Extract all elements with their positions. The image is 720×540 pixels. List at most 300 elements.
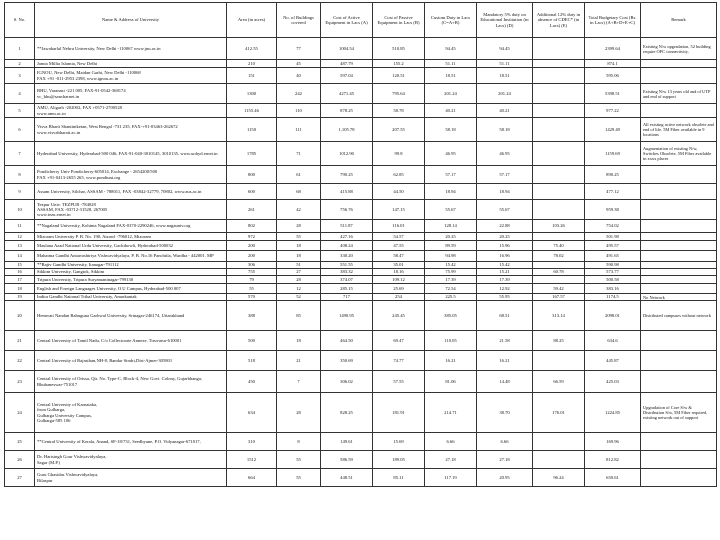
row-custom-duty: 89.59 <box>425 241 477 251</box>
row-custom-duty: 40.21 <box>425 104 477 118</box>
row-remark <box>641 262 717 269</box>
row-cost-active: 408.24 <box>321 241 373 251</box>
row-sno: 20 <box>5 301 35 331</box>
row-buildings: 27 <box>277 269 321 276</box>
row-mandatory-duty: 15.21 <box>477 269 533 276</box>
row-additional-duty: 78.02 <box>533 251 585 262</box>
row-sno: 14 <box>5 251 35 262</box>
row-additional-duty <box>533 84 585 104</box>
row-area: 570 <box>227 294 277 301</box>
row-buildings: 28 <box>277 393 321 433</box>
header-row <box>5 3 717 38</box>
row-mandatory-duty: 38.70 <box>477 393 533 433</box>
row-cost-active: 717 <box>321 294 373 301</box>
row-cost-passive: 18.16 <box>373 269 425 276</box>
row-buildings: 242 <box>277 84 321 104</box>
row-buildings: 7 <box>277 371 321 393</box>
row-sno: 23 <box>5 371 35 393</box>
row-sno: 22 <box>5 351 35 371</box>
row-university-name: Mahatma Gandhi Antarrashtriya Vishwavidyalaya, P. B. No.16 Panchtila, Wardha - 442001, MP <box>35 251 227 262</box>
row-sno: 9 <box>5 184 35 200</box>
row-additional-duty <box>533 351 585 371</box>
table-row <box>5 371 717 393</box>
row-area: 1300 <box>227 84 277 104</box>
table-row <box>5 276 717 284</box>
row-cost-passive: 155.2 <box>373 60 425 68</box>
row-buildings: 21 <box>277 351 321 371</box>
row-total-cost: 2098.01 <box>585 301 641 331</box>
table-row <box>5 84 717 104</box>
table-row <box>5 68 717 84</box>
row-additional-duty: 60.78 <box>533 269 585 276</box>
row-cost-active: 464.50 <box>321 331 373 351</box>
row-remark <box>641 276 717 284</box>
row-remark <box>641 451 717 469</box>
row-area: 972 <box>227 233 277 241</box>
row-additional-duty <box>533 233 585 241</box>
row-cost-passive: 69.47 <box>373 331 425 351</box>
row-additional-duty <box>533 276 585 284</box>
row-custom-duty: 128.14 <box>425 220 477 233</box>
header-area: Area (in acres) <box>227 3 277 38</box>
table-row <box>5 301 717 331</box>
row-mandatory-duty: 15.96 <box>477 241 533 251</box>
table-body <box>5 38 717 487</box>
row-custom-duty: 6.66 <box>425 433 477 451</box>
row-remark <box>641 68 717 84</box>
row-buildings: 40 <box>277 68 321 84</box>
row-sno: 6 <box>5 118 35 142</box>
row-total-cost: 495.57 <box>585 241 641 251</box>
row-cost-passive: 181.91 <box>373 393 425 433</box>
row-cost-passive: 109.12 <box>373 276 425 284</box>
row-area: 1155.46 <box>227 104 277 118</box>
header-mandatory-duty: Mandatory 5% duty on Educational Institution (in Lacs) (D) <box>477 3 533 38</box>
row-area: 1785 <box>227 142 277 166</box>
row-buildings: 110 <box>277 104 321 118</box>
row-university-name: Jamia Millia Islamia, New Delhi <box>35 60 227 68</box>
table-row <box>5 104 717 118</box>
row-total-cost: 425.03 <box>585 371 641 393</box>
row-area: 310 <box>227 433 277 451</box>
table-row <box>5 393 717 433</box>
row-cost-passive: 207.55 <box>373 118 425 142</box>
row-additional-duty: 96.24 <box>533 469 585 487</box>
header-cost-passive: Cost of Passive Equipment in Lacs (B) <box>373 3 425 38</box>
row-buildings: 68 <box>277 184 321 200</box>
table-row <box>5 241 717 251</box>
row-cost-passive: 245.45 <box>373 301 425 331</box>
row-sno: 18 <box>5 284 35 294</box>
table-row <box>5 294 717 301</box>
table-row <box>5 38 717 60</box>
row-area: 261 <box>227 200 277 220</box>
table-row <box>5 331 717 351</box>
row-university-name: Sikkim University, Gangtok, Sikkim <box>35 269 227 276</box>
row-sno: 19 <box>5 294 35 301</box>
header-buildings: No. of Buildings covered <box>277 3 321 38</box>
row-university-name: Hyderabad University, Hyderabad-500 046, FAX-91-040-3010145, 3010135, www.uohyd.ernet.in <box>35 142 227 166</box>
row-mandatory-duty: 14.48 <box>477 371 533 393</box>
row-additional-duty <box>533 118 585 142</box>
row-total-cost: 1159.69 <box>585 142 641 166</box>
row-cost-active: 374.07 <box>321 276 373 284</box>
row-buildings: 51 <box>277 262 321 269</box>
row-cost-passive: 116.01 <box>373 220 425 233</box>
row-cost-passive: 54.57 <box>373 233 425 241</box>
row-area: 1512 <box>227 451 277 469</box>
row-sno: 8 <box>5 166 35 184</box>
row-sno: 17 <box>5 276 35 284</box>
row-remark <box>641 184 717 200</box>
row-sno: 10 <box>5 200 35 220</box>
row-sno: 4 <box>5 84 35 104</box>
row-cost-passive: 74.77 <box>373 351 425 371</box>
row-mandatory-duty: 58.18 <box>477 118 533 142</box>
row-cost-active: 149.61 <box>321 433 373 451</box>
row-mandatory-duty: 57.17 <box>477 166 533 184</box>
row-buildings: 52 <box>277 294 321 301</box>
row-remark: Upgradation of Core S/w & Distribution S/w, 5M Fiber required, existing network out of support <box>641 393 717 433</box>
row-mandatory-duty: 12.92 <box>477 284 533 294</box>
row-cost-passive: 254 <box>373 294 425 301</box>
row-cost-passive: 35.01 <box>373 262 425 269</box>
row-total-cost: 595.06 <box>585 68 641 84</box>
row-buildings: 55 <box>277 451 321 469</box>
row-cost-passive: 147.15 <box>373 200 425 220</box>
row-additional-duty: 103.26 <box>533 220 585 233</box>
row-area: 388 <box>227 301 277 331</box>
table-row <box>5 118 717 142</box>
row-additional-duty <box>533 104 585 118</box>
row-total-cost: 445.87 <box>585 351 641 371</box>
row-mandatory-duty: 16.21 <box>477 351 533 371</box>
row-sno: 27 <box>5 469 35 487</box>
row-remark: Existing N/w 13 years old and of UTP and end of support <box>641 84 717 104</box>
row-cost-active: 350.69 <box>321 351 373 371</box>
row-total-cost: 634.6 <box>585 331 641 351</box>
row-cost-passive: 795.64 <box>373 84 425 104</box>
row-area: 664 <box>227 469 277 487</box>
row-remark <box>641 220 717 233</box>
row-university-name: Central University of Tamil Nadu, C/o Collectorate Annexe, Tiruvarur-610001 <box>35 331 227 351</box>
row-cost-active: 306.02 <box>321 371 373 393</box>
row-custom-duty: 18.94 <box>425 184 477 200</box>
row-area: 200 <box>227 251 277 262</box>
row-university-name: Assam University, Silchar, ASSAM - 788011, FAX -03842-32779, 70802, www.aus.ac.in <box>35 184 227 200</box>
row-university-name: Guru Ghasidas Vishwavidyalaya, Bilaspur <box>35 469 227 487</box>
row-total-cost: 169.96 <box>585 433 641 451</box>
table-row <box>5 184 717 200</box>
row-area: 151 <box>227 68 277 84</box>
row-buildings: 61 <box>277 166 321 184</box>
row-buildings: 42 <box>277 200 321 220</box>
row-sno: 21 <box>5 331 35 351</box>
row-total-cost: 977.22 <box>585 104 641 118</box>
table-row <box>5 433 717 451</box>
row-custom-duty: 51.11 <box>425 60 477 68</box>
row-mandatory-duty: 27.18 <box>477 451 533 469</box>
row-cost-active: 1012.90 <box>321 142 373 166</box>
row-custom-duty: 46.95 <box>425 142 477 166</box>
row-sno: 7 <box>5 142 35 166</box>
row-area: 802 <box>227 220 277 233</box>
row-remark <box>641 200 717 220</box>
row-cost-active: 4271.45 <box>321 84 373 104</box>
row-cost-active: 1004.54 <box>321 38 373 60</box>
row-university-name: Tezpur Univ. TEZPUR -784028 ASSAM, FAX -03712-31528, 267005 www.tezu.ernet.in <box>35 200 227 220</box>
row-additional-duty <box>533 60 585 68</box>
row-custom-duty: 214.71 <box>425 393 477 433</box>
row-remark <box>641 166 717 184</box>
row-additional-duty <box>533 433 585 451</box>
table-row <box>5 351 717 371</box>
row-additional-duty: 176.01 <box>533 393 585 433</box>
row-remark <box>641 351 717 371</box>
row-remark <box>641 241 717 251</box>
row-sno: 24 <box>5 393 35 433</box>
row-remark: No Network <box>641 294 717 301</box>
table-row <box>5 469 717 487</box>
row-cost-passive: 47.55 <box>373 241 425 251</box>
row-mandatory-duty: 68.51 <box>477 301 533 331</box>
row-area: 450 <box>227 371 277 393</box>
row-mandatory-duty: 20.95 <box>477 469 533 487</box>
row-mandatory-duty: 15.42 <box>477 262 533 269</box>
row-additional-duty: 75.40 <box>533 241 585 251</box>
row-total-cost: 890.25 <box>585 166 641 184</box>
row-university-name: Hemwati Nandan Bahuguna Garhwal University, Srinagar-246174, Uttarakhand <box>35 301 227 331</box>
row-custom-duty: 15.42 <box>425 262 477 269</box>
row-area: 600 <box>227 184 277 200</box>
table-row <box>5 220 717 233</box>
table-row <box>5 233 717 241</box>
row-remark <box>641 251 717 262</box>
row-cost-active: 1,105.78 <box>321 118 373 142</box>
row-additional-duty: 313.14 <box>533 301 585 331</box>
row-cost-passive: 510.85 <box>373 38 425 60</box>
row-custom-duty: 110.05 <box>425 331 477 351</box>
row-sno: 12 <box>5 233 35 241</box>
row-area: 1150 <box>227 118 277 142</box>
row-buildings: 18 <box>277 251 321 262</box>
row-buildings: 28 <box>277 276 321 284</box>
row-cost-passive: 15.69 <box>373 433 425 451</box>
row-cost-passive: 120.51 <box>373 68 425 84</box>
row-area: 210 <box>227 60 277 68</box>
row-total-cost: 477.12 <box>585 184 641 200</box>
row-buildings: 55 <box>277 469 321 487</box>
row-sno: 5 <box>5 104 35 118</box>
row-sno: 16 <box>5 269 35 276</box>
row-cost-active: 828.25 <box>321 393 373 433</box>
row-university-name: **Nagaland University, Kohima Nagaland FAX-0370-2290246, www.nagauniv.org <box>35 220 227 233</box>
row-mandatory-duty: 94.45 <box>477 38 533 60</box>
row-total-cost: 1174.5 <box>585 294 641 301</box>
row-custom-duty: 58.18 <box>425 118 477 142</box>
row-additional-duty: 88.25 <box>533 331 585 351</box>
row-sno: 2 <box>5 60 35 68</box>
row-mandatory-duty: 6.66 <box>477 433 533 451</box>
row-university-name: Central University of Rajasthan,NH-8, Bandar Sindri,Dist-Ajmer-305801 <box>35 351 227 371</box>
row-cost-passive: 189.05 <box>373 451 425 469</box>
row-sno: 3 <box>5 68 35 84</box>
row-area: 55 <box>227 284 277 294</box>
row-total-cost: 5398.51 <box>585 84 641 104</box>
row-university-name: Mizoram University P. B. No. 190, Aizawl -796012, Mizoram <box>35 233 227 241</box>
row-cost-passive: 58.78 <box>373 104 425 118</box>
university-budget-table <box>4 2 717 487</box>
row-mandatory-duty: 16.96 <box>477 251 533 262</box>
table-row <box>5 251 717 262</box>
row-buildings: 18 <box>277 331 321 351</box>
row-mandatory-duty: 17.39 <box>477 276 533 284</box>
table-row <box>5 262 717 269</box>
row-remark <box>641 469 717 487</box>
row-buildings: 12 <box>277 284 321 294</box>
row-area: 79 <box>227 276 277 284</box>
row-custom-duty: 201.24 <box>425 84 477 104</box>
row-remark <box>641 433 717 451</box>
row-buildings: 55 <box>277 233 321 241</box>
header-remark: Remark <box>641 3 717 38</box>
row-buildings: 45 <box>277 60 321 68</box>
row-buildings: 71 <box>277 142 321 166</box>
row-remark: Augmentation of existing N/w, Switches Obsolete, 5M Fiber available in xxxx places <box>641 142 717 166</box>
row-cost-passive: 57.55 <box>373 371 425 393</box>
row-cost-passive: 58.47 <box>373 251 425 262</box>
row-mandatory-duty: 51.11 <box>477 60 533 68</box>
row-remark <box>641 104 717 118</box>
table-row <box>5 166 717 184</box>
row-sno: 1 <box>5 38 35 60</box>
row-total-cost: 491.65 <box>585 251 641 262</box>
row-university-name: Pondicherry Univ Pondicherry-605014, Exchange - 2654200/500 FAX +91-0413-2655 265, www.pondiuni.org <box>35 166 227 184</box>
row-cost-active: 487.79 <box>321 60 373 68</box>
row-total-cost: 1429.49 <box>585 118 641 142</box>
table-row <box>5 451 717 469</box>
row-university-name: Maulana Azad National Urdu University, Gachibowli, Hyderabad-500032 <box>35 241 227 251</box>
row-custom-duty: 72.54 <box>425 284 477 294</box>
row-additional-duty <box>533 451 585 469</box>
row-university-name: Central University of Orissa, Qtr. No. Type-C, Block-4, New Govt. Colony, Gujarbhanga, Bhubaneswar-751017 <box>35 371 227 393</box>
row-additional-duty: 59.42 <box>533 284 585 294</box>
row-buildings: 85 <box>277 301 321 331</box>
row-buildings: 8 <box>277 433 321 451</box>
row-sno: 15 <box>5 262 35 269</box>
row-remark: All existing active network obsolete and end of life. 5M Fiber available in 9 locations <box>641 118 717 142</box>
row-area: 412.55 <box>227 38 277 60</box>
header-additional-duty: Additional 12% duty in absence of CDEC* (in Lacs) (E) <box>533 3 585 38</box>
row-additional-duty <box>533 184 585 200</box>
row-cost-active: 511.87 <box>321 220 373 233</box>
row-university-name: IGNOU, New Delhi, Maidan Garhi, New Delhi -110068 FAX +91 -011-2953 2398, www.ignou.ac.in <box>35 68 227 84</box>
row-area: 755 <box>227 269 277 276</box>
row-mandatory-duty: 18.94 <box>477 184 533 200</box>
row-remark: Distributed campuses without network <box>641 301 717 331</box>
row-total-cost: 573.77 <box>585 269 641 276</box>
row-university-name: BHU, Varanasi -221 005, FAX-91-0542-368174 vc_bhu@sancharnet.in <box>35 84 227 104</box>
row-total-cost: 754.02 <box>585 220 641 233</box>
row-area: 500 <box>227 331 277 351</box>
row-additional-duty <box>533 68 585 84</box>
row-custom-duty: 17.39 <box>425 276 477 284</box>
row-custom-duty: 27.18 <box>425 451 477 469</box>
row-area: 200 <box>227 241 277 251</box>
row-university-name: **Jawaharlal Nehru University, New Delhi -110067 www.jnu.ac.in <box>35 38 227 60</box>
row-cost-active: 383.32 <box>321 269 373 276</box>
row-total-cost: 501.98 <box>585 233 641 241</box>
row-university-name: **Central University of Kerala, Anand, SF-18/731, Seedhyane, P.O. Vidyanagar-671017, <box>35 433 227 451</box>
row-remark: Existing N/w upgradation, 52 building require OFC connectivity, <box>641 38 717 60</box>
row-cost-active: 448.51 <box>321 469 373 487</box>
row-cost-active: 551.55 <box>321 262 373 269</box>
row-custom-duty: 385.05 <box>425 301 477 331</box>
table-row <box>5 269 717 276</box>
row-custom-duty: 55.67 <box>425 200 477 220</box>
table-row <box>5 200 717 220</box>
row-mandatory-duty: 55.95 <box>477 294 533 301</box>
row-university-name: AMU, Aligarh -202002, FAX +0571-2700528 www.amu.ac.in <box>35 104 227 118</box>
row-total-cost: 812.82 <box>585 451 641 469</box>
table-row <box>5 60 717 68</box>
row-buildings: 77 <box>277 38 321 60</box>
row-mandatory-duty: 21.58 <box>477 331 533 351</box>
row-remark <box>641 233 717 241</box>
row-sno: 11 <box>5 220 35 233</box>
row-remark <box>641 284 717 294</box>
row-additional-duty: 66.59 <box>533 371 585 393</box>
row-area: 518 <box>227 351 277 371</box>
row-mandatory-duty: 201.24 <box>477 84 533 104</box>
row-custom-duty: 18.51 <box>425 68 477 84</box>
row-area: 306 <box>227 262 277 269</box>
row-total-cost: 590.98 <box>585 262 641 269</box>
row-total-cost: 874.1 <box>585 60 641 68</box>
row-university-name: Dr. Harisingh Gour Vishwavidyalaya, Sagar (M.P.) <box>35 451 227 469</box>
row-buildings: 111 <box>277 118 321 142</box>
row-cost-active: 1490.95 <box>321 301 373 331</box>
row-additional-duty <box>533 38 585 60</box>
row-remark <box>641 371 717 393</box>
row-mandatory-duty: 20.25 <box>477 233 533 241</box>
row-area: 634 <box>227 393 277 433</box>
row-remark <box>641 60 717 68</box>
row-cost-active: 597.04 <box>321 68 373 84</box>
row-additional-duty <box>533 166 585 184</box>
row-remark <box>641 331 717 351</box>
row-additional-duty <box>533 142 585 166</box>
row-university-name: Indira Gandhi National Tribal University, Amarkantak <box>35 294 227 301</box>
row-custom-duty: 81.06 <box>425 371 477 393</box>
row-mandatory-duty: 18.51 <box>477 68 533 84</box>
header-total-cost: Total Budgetary Cost (Rs. in Lacs) (A+B+D+E+C) <box>585 3 641 38</box>
row-university-name: English and Foreign Languages University, O.U Campus, Hyderabad-500 007 <box>35 284 227 294</box>
row-mandatory-duty: 46.95 <box>477 142 533 166</box>
row-additional-duty: 167.57 <box>533 294 585 301</box>
row-custom-duty: 94.98 <box>425 251 477 262</box>
row-custom-duty: 94.45 <box>425 38 477 60</box>
row-university-name: Tripura University, Tripura Suryamaninagar-799130 <box>35 276 227 284</box>
row-buildings: 18 <box>277 241 321 251</box>
row-custom-duty: 225.5 <box>425 294 477 301</box>
row-buildings: 28 <box>277 220 321 233</box>
row-mandatory-duty: 40.21 <box>477 104 533 118</box>
row-custom-duty: 16.21 <box>425 351 477 371</box>
row-total-cost: 1224.85 <box>585 393 641 433</box>
row-cost-active: 427.16 <box>321 233 373 241</box>
header-custom-duty: Custom Duty in Lacs (C=A+B) <box>425 3 477 38</box>
